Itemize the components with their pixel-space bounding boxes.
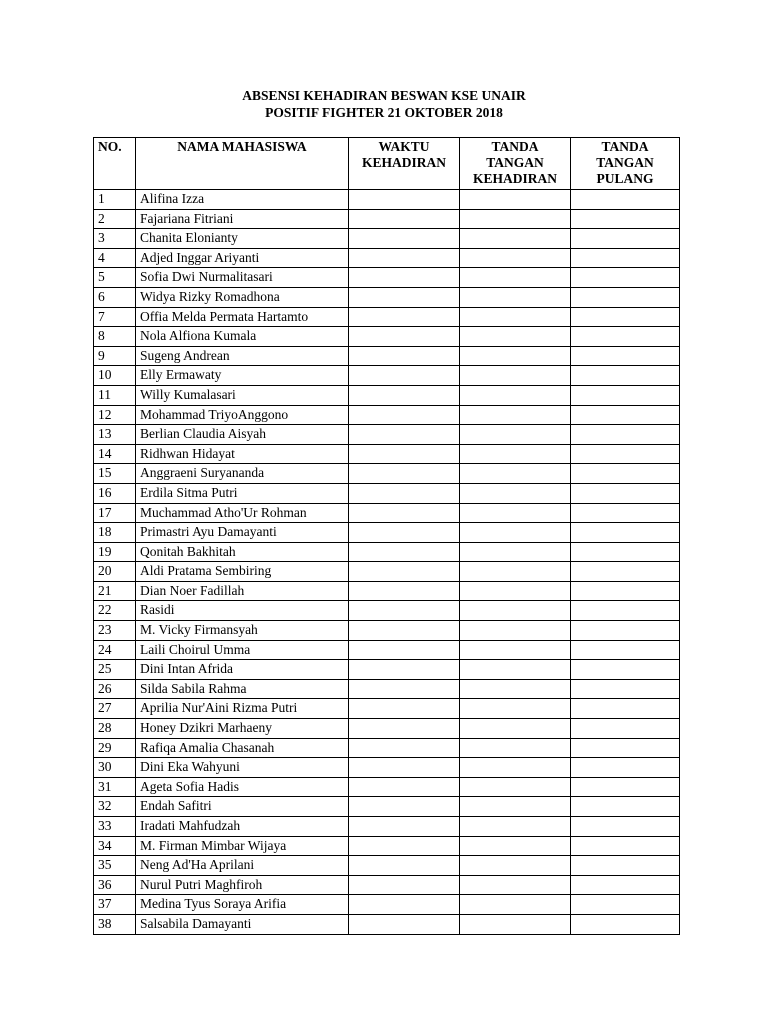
arrival-signature-cell[interactable] (460, 817, 571, 837)
student-name-cell: Rasidi (136, 601, 349, 621)
table-row (94, 797, 680, 817)
arrival-signature-cell[interactable] (460, 268, 571, 288)
attendance-time-cell[interactable] (349, 268, 460, 288)
departure-signature-cell[interactable] (571, 327, 680, 347)
departure-signature-cell[interactable] (571, 621, 680, 641)
arrival-signature-cell[interactable] (460, 581, 571, 601)
row-number-cell: 10 (94, 366, 136, 386)
student-name-cell: Medina Tyus Soraya Arifia (136, 895, 349, 915)
attendance-time-cell[interactable] (349, 797, 460, 817)
header-sign-in (460, 138, 571, 190)
departure-signature-cell[interactable] (571, 190, 680, 210)
table-row (94, 562, 680, 582)
table-row (94, 268, 680, 288)
student-name-cell: Ageta Sofia Hadis (136, 777, 349, 797)
row-number-cell: 34 (94, 836, 136, 856)
student-name-cell: Neng Ad'Ha Aprilani (136, 856, 349, 876)
attendance-time-cell[interactable] (349, 581, 460, 601)
attendance-time-cell[interactable] (349, 758, 460, 778)
header-sign-out (571, 138, 680, 190)
row-number-cell: 23 (94, 621, 136, 641)
arrival-signature-cell[interactable] (460, 797, 571, 817)
departure-signature-cell[interactable] (571, 346, 680, 366)
table-row (94, 856, 680, 876)
row-number-cell: 5 (94, 268, 136, 288)
table-row (94, 483, 680, 503)
table-row (94, 229, 680, 249)
table-row (94, 895, 680, 915)
arrival-signature-cell[interactable] (460, 699, 571, 719)
row-number-cell: 21 (94, 581, 136, 601)
student-name-cell: Widya Rizky Romadhona (136, 287, 349, 307)
table-row (94, 327, 680, 347)
table-row (94, 287, 680, 307)
arrival-signature-cell[interactable] (460, 914, 571, 934)
departure-signature-cell[interactable] (571, 699, 680, 719)
arrival-signature-cell[interactable] (460, 601, 571, 621)
header-time (349, 138, 460, 190)
row-number-cell: 26 (94, 679, 136, 699)
row-number-cell: 33 (94, 817, 136, 837)
attendance-table-body (94, 190, 680, 935)
attendance-time-cell[interactable] (349, 542, 460, 562)
departure-signature-cell[interactable] (571, 679, 680, 699)
student-name-cell: Qonitah Bakhitah (136, 542, 349, 562)
row-number-cell: 13 (94, 425, 136, 445)
table-row (94, 346, 680, 366)
row-number-cell: 37 (94, 895, 136, 915)
departure-signature-cell[interactable] (571, 875, 680, 895)
row-number-cell: 30 (94, 758, 136, 778)
table-row (94, 248, 680, 268)
departure-signature-cell[interactable] (571, 385, 680, 405)
table-row (94, 914, 680, 934)
attendance-time-cell[interactable] (349, 777, 460, 797)
attendance-time-cell[interactable] (349, 385, 460, 405)
departure-signature-cell[interactable] (571, 268, 680, 288)
table-row (94, 817, 680, 837)
student-name-cell: Adjed Inggar Ariyanti (136, 248, 349, 268)
arrival-signature-cell[interactable] (460, 679, 571, 699)
row-number-cell: 32 (94, 797, 136, 817)
attendance-time-cell[interactable] (349, 621, 460, 641)
attendance-time-cell[interactable] (349, 229, 460, 249)
row-number-cell: 3 (94, 229, 136, 249)
table-row (94, 758, 680, 778)
table-row (94, 542, 680, 562)
table-row (94, 777, 680, 797)
arrival-signature-cell[interactable] (460, 523, 571, 543)
row-number-cell: 19 (94, 542, 136, 562)
departure-signature-cell[interactable] (571, 660, 680, 680)
arrival-signature-cell[interactable] (460, 562, 571, 582)
departure-signature-cell[interactable] (571, 503, 680, 523)
departure-signature-cell[interactable] (571, 719, 680, 739)
row-number-cell: 29 (94, 738, 136, 758)
student-name-cell: Erdila Sitma Putri (136, 483, 349, 503)
row-number-cell: 36 (94, 875, 136, 895)
arrival-signature-cell[interactable] (460, 758, 571, 778)
table-row (94, 660, 680, 680)
header-name: NAMA MAHASISWA (136, 138, 349, 190)
row-number-cell: 18 (94, 523, 136, 543)
attendance-time-cell[interactable] (349, 425, 460, 445)
table-row (94, 503, 680, 523)
departure-signature-cell[interactable] (571, 444, 680, 464)
arrival-signature-cell[interactable] (460, 836, 571, 856)
attendance-time-cell[interactable] (349, 287, 460, 307)
table-row (94, 307, 680, 327)
student-name-cell: Willy Kumalasari (136, 385, 349, 405)
arrival-signature-cell[interactable] (460, 464, 571, 484)
student-name-cell: Berlian Claudia Aisyah (136, 425, 349, 445)
arrival-signature-cell[interactable] (460, 738, 571, 758)
row-number-cell: 7 (94, 307, 136, 327)
arrival-signature-cell[interactable] (460, 542, 571, 562)
arrival-signature-cell[interactable] (460, 405, 571, 425)
student-name-cell: Primastri Ayu Damayanti (136, 523, 349, 543)
attendance-time-cell[interactable] (349, 483, 460, 503)
attendance-time-cell[interactable] (349, 601, 460, 621)
departure-signature-cell[interactable] (571, 542, 680, 562)
table-row (94, 640, 680, 660)
table-row (94, 836, 680, 856)
row-number-cell: 16 (94, 483, 136, 503)
student-name-cell: M. Vicky Firmansyah (136, 621, 349, 641)
table-row (94, 405, 680, 425)
student-name-cell: Chanita Elonianty (136, 229, 349, 249)
arrival-signature-cell[interactable] (460, 483, 571, 503)
attendance-time-cell[interactable] (349, 679, 460, 699)
attendance-time-cell[interactable] (349, 640, 460, 660)
departure-signature-cell[interactable] (571, 483, 680, 503)
student-name-cell: Mohammad TriyoAnggono (136, 405, 349, 425)
table-row (94, 523, 680, 543)
table-row (94, 679, 680, 699)
student-name-cell: Sofia Dwi Nurmalitasari (136, 268, 349, 288)
header-no: NO. (94, 138, 136, 190)
departure-signature-cell[interactable] (571, 640, 680, 660)
departure-signature-cell[interactable] (571, 797, 680, 817)
table-row (94, 699, 680, 719)
row-number-cell: 31 (94, 777, 136, 797)
departure-signature-cell[interactable] (571, 287, 680, 307)
student-name-cell: Laili Choirul Umma (136, 640, 349, 660)
table-header-row (94, 138, 680, 190)
header-sign-out-line: TANGAN (596, 155, 654, 170)
student-name-cell: Rafiqa Amalia Chasanah (136, 738, 349, 758)
student-name-cell: Salsabila Damayanti (136, 914, 349, 934)
attendance-time-cell[interactable] (349, 699, 460, 719)
attendance-time-cell[interactable] (349, 366, 460, 386)
attendance-time-cell[interactable] (349, 660, 460, 680)
header-sign-in-line: KEHADIRAN (472, 171, 557, 186)
header-sign-out-line: PULANG (596, 171, 654, 186)
table-row (94, 719, 680, 739)
student-name-cell: Aldi Pratama Sembiring (136, 562, 349, 582)
attendance-time-cell[interactable] (349, 209, 460, 229)
row-number-cell: 6 (94, 287, 136, 307)
arrival-signature-cell[interactable] (460, 248, 571, 268)
attendance-time-cell[interactable] (349, 307, 460, 327)
departure-signature-cell[interactable] (571, 914, 680, 934)
table-row (94, 425, 680, 445)
arrival-signature-cell[interactable] (460, 895, 571, 915)
departure-signature-cell[interactable] (571, 836, 680, 856)
row-number-cell: 9 (94, 346, 136, 366)
table-row (94, 621, 680, 641)
table-row (94, 444, 680, 464)
student-name-cell: Iradati Mahfudzah (136, 817, 349, 837)
row-number-cell: 11 (94, 385, 136, 405)
table-row (94, 385, 680, 405)
departure-signature-cell[interactable] (571, 562, 680, 582)
attendance-time-cell[interactable] (349, 914, 460, 934)
arrival-signature-cell[interactable] (460, 307, 571, 327)
arrival-signature-cell[interactable] (460, 719, 571, 739)
departure-signature-cell[interactable] (571, 523, 680, 543)
attendance-time-cell[interactable] (349, 464, 460, 484)
departure-signature-cell[interactable] (571, 307, 680, 327)
attendance-time-cell[interactable] (349, 562, 460, 582)
row-number-cell: 27 (94, 699, 136, 719)
departure-signature-cell[interactable] (571, 248, 680, 268)
row-number-cell: 17 (94, 503, 136, 523)
attendance-time-cell[interactable] (349, 719, 460, 739)
arrival-signature-cell[interactable] (460, 209, 571, 229)
attendance-time-cell[interactable] (349, 327, 460, 347)
header-time-line: WAKTU (378, 139, 430, 154)
header-sign-in-line: TANGAN (486, 155, 544, 170)
departure-signature-cell[interactable] (571, 464, 680, 484)
student-name-cell: Offia Melda Permata Hartamto (136, 307, 349, 327)
attendance-time-cell[interactable] (349, 444, 460, 464)
header-time-line: KEHADIRAN (361, 155, 446, 170)
arrival-signature-cell[interactable] (460, 385, 571, 405)
student-name-cell: Sugeng Andrean (136, 346, 349, 366)
arrival-signature-cell[interactable] (460, 856, 571, 876)
attendance-time-cell[interactable] (349, 817, 460, 837)
arrival-signature-cell[interactable] (460, 229, 571, 249)
row-number-cell: 8 (94, 327, 136, 347)
departure-signature-cell[interactable] (571, 425, 680, 445)
departure-signature-cell[interactable] (571, 229, 680, 249)
arrival-signature-cell[interactable] (460, 425, 571, 445)
arrival-signature-cell[interactable] (460, 190, 571, 210)
attendance-time-cell[interactable] (349, 346, 460, 366)
arrival-signature-cell[interactable] (460, 346, 571, 366)
student-name-cell: Dian Noer Fadillah (136, 581, 349, 601)
departure-signature-cell[interactable] (571, 817, 680, 837)
table-row (94, 366, 680, 386)
row-number-cell: 4 (94, 248, 136, 268)
arrival-signature-cell[interactable] (460, 777, 571, 797)
student-name-cell: Muchammad Atho'Ur Rohman (136, 503, 349, 523)
row-number-cell: 25 (94, 660, 136, 680)
table-row (94, 738, 680, 758)
table-row (94, 190, 680, 210)
arrival-signature-cell[interactable] (460, 875, 571, 895)
title-line-2: POSITIF FIGHTER 21 OKTOBER 2018 (265, 105, 503, 120)
table-row (94, 209, 680, 229)
row-number-cell: 28 (94, 719, 136, 739)
row-number-cell: 1 (94, 190, 136, 210)
attendance-time-cell[interactable] (349, 190, 460, 210)
attendance-time-cell[interactable] (349, 895, 460, 915)
departure-signature-cell[interactable] (571, 856, 680, 876)
student-name-cell: Aprilia Nur'Aini Rizma Putri (136, 699, 349, 719)
arrival-signature-cell[interactable] (460, 444, 571, 464)
departure-signature-cell[interactable] (571, 405, 680, 425)
row-number-cell: 12 (94, 405, 136, 425)
departure-signature-cell[interactable] (571, 738, 680, 758)
departure-signature-cell[interactable] (571, 366, 680, 386)
arrival-signature-cell[interactable] (460, 640, 571, 660)
row-number-cell: 22 (94, 601, 136, 621)
table-row (94, 464, 680, 484)
student-name-cell: Alifina Izza (136, 190, 349, 210)
row-number-cell: 15 (94, 464, 136, 484)
student-name-cell: Elly Ermawaty (136, 366, 349, 386)
row-number-cell: 24 (94, 640, 136, 660)
attendance-time-cell[interactable] (349, 523, 460, 543)
student-name-cell: Dini Eka Wahyuni (136, 758, 349, 778)
attendance-time-cell[interactable] (349, 248, 460, 268)
student-name-cell: Honey Dzikri Marhaeny (136, 719, 349, 739)
student-name-cell: Nurul Putri Maghfiroh (136, 875, 349, 895)
departure-signature-cell[interactable] (571, 209, 680, 229)
student-name-cell: Ridhwan Hidayat (136, 444, 349, 464)
document-title (0, 87, 768, 121)
departure-signature-cell[interactable] (571, 895, 680, 915)
student-name-cell: M. Firman Mimbar Wijaya (136, 836, 349, 856)
attendance-time-cell[interactable] (349, 836, 460, 856)
attendance-time-cell[interactable] (349, 856, 460, 876)
row-number-cell: 35 (94, 856, 136, 876)
arrival-signature-cell[interactable] (460, 660, 571, 680)
row-number-cell: 14 (94, 444, 136, 464)
departure-signature-cell[interactable] (571, 581, 680, 601)
student-name-cell: Silda Sabila Rahma (136, 679, 349, 699)
table-row (94, 581, 680, 601)
student-name-cell: Dini Intan Afrida (136, 660, 349, 680)
attendance-time-cell[interactable] (349, 738, 460, 758)
table-row (94, 601, 680, 621)
title-line-1: ABSENSI KEHADIRAN BESWAN KSE UNAIR (242, 88, 526, 103)
header-sign-out-line: TANDA (601, 139, 649, 154)
arrival-signature-cell[interactable] (460, 621, 571, 641)
row-number-cell: 38 (94, 914, 136, 934)
departure-signature-cell[interactable] (571, 601, 680, 621)
attendance-time-cell[interactable] (349, 503, 460, 523)
student-name-cell: Anggraeni Suryananda (136, 464, 349, 484)
arrival-signature-cell[interactable] (460, 287, 571, 307)
student-name-cell: Fajariana Fitriani (136, 209, 349, 229)
attendance-time-cell[interactable] (349, 405, 460, 425)
attendance-time-cell[interactable] (349, 875, 460, 895)
departure-signature-cell[interactable] (571, 777, 680, 797)
arrival-signature-cell[interactable] (460, 503, 571, 523)
row-number-cell: 20 (94, 562, 136, 582)
arrival-signature-cell[interactable] (460, 366, 571, 386)
student-name-cell: Endah Safitri (136, 797, 349, 817)
header-sign-in-line: TANDA (491, 139, 539, 154)
table-row (94, 875, 680, 895)
row-number-cell: 2 (94, 209, 136, 229)
student-name-cell: Nola Alfiona Kumala (136, 327, 349, 347)
arrival-signature-cell[interactable] (460, 327, 571, 347)
departure-signature-cell[interactable] (571, 758, 680, 778)
attendance-table (93, 137, 680, 935)
